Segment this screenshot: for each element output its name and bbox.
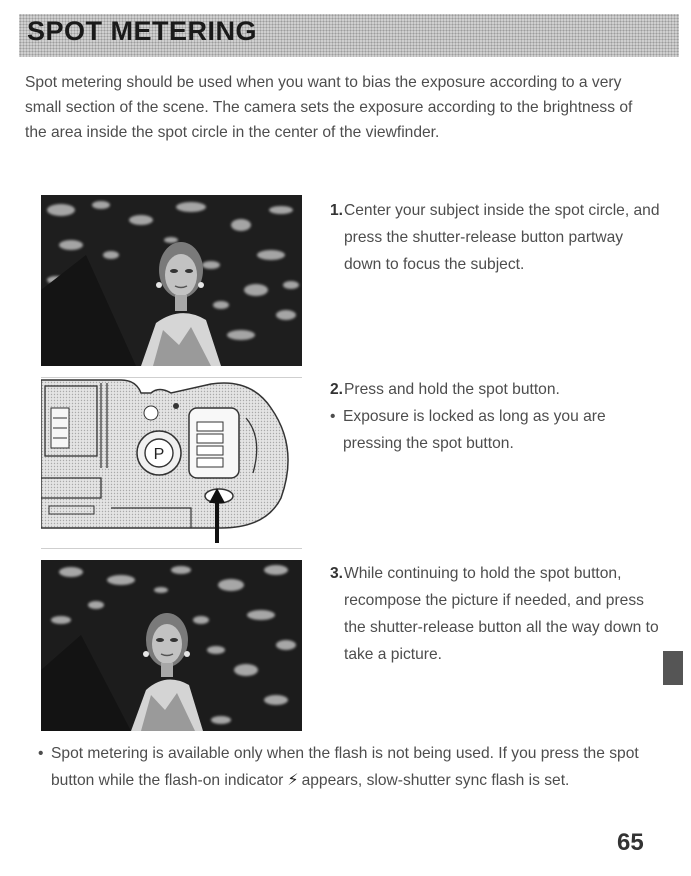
step-2-bullet bbox=[330, 403, 660, 457]
flash-note-before: Spot metering is available only when the flash is not being used. If you press the spot button while the flash-on indicator bbox=[51, 745, 639, 789]
flash-note-after: appears, slow-shutter sync flash is set. bbox=[301, 772, 570, 789]
step-3-text: While continuing to hold the spot button, recompose the picture if needed, and press the shutter-release button all the way down to take a picture. bbox=[344, 565, 659, 663]
step-1-text: Center your subject inside the spot circle, and press the shutter-release button partway down to focus the subject. bbox=[344, 202, 660, 273]
section-thumb-tab bbox=[663, 651, 683, 685]
flash-note-text bbox=[38, 740, 668, 794]
step-2-number: 2. bbox=[330, 381, 344, 398]
camera-top-illustration bbox=[41, 377, 302, 549]
bullet-dot: • bbox=[330, 408, 336, 425]
photo-recomposed bbox=[41, 560, 302, 731]
intro-paragraph: Spot metering should be used when you want to bias the exposure according to a very small section of the scene. The camera sets the exposure according to the brightness of the area inside the spot circle in the center of the viewfinder. bbox=[25, 74, 633, 141]
step-1-number: 1. bbox=[330, 202, 344, 219]
page-number: 65 bbox=[617, 829, 644, 856]
flash-on-indicator-icon: ⚡ bbox=[287, 772, 298, 789]
flash-note bbox=[38, 740, 668, 794]
step-3-number: 3. bbox=[330, 565, 344, 582]
step-2-bullet-text: Exposure is locked as long as you are pressing the spot button. bbox=[343, 408, 606, 452]
photo-subject-centered bbox=[41, 195, 302, 366]
step-3 bbox=[330, 560, 660, 668]
page-title: SPOT METERING bbox=[27, 16, 258, 46]
step-2 bbox=[330, 376, 660, 403]
step-1 bbox=[330, 197, 660, 278]
mode-dial-letter: P bbox=[153, 446, 165, 463]
bullet-dot: • bbox=[38, 745, 44, 762]
step-2-text: Press and hold the spot button. bbox=[344, 381, 560, 398]
